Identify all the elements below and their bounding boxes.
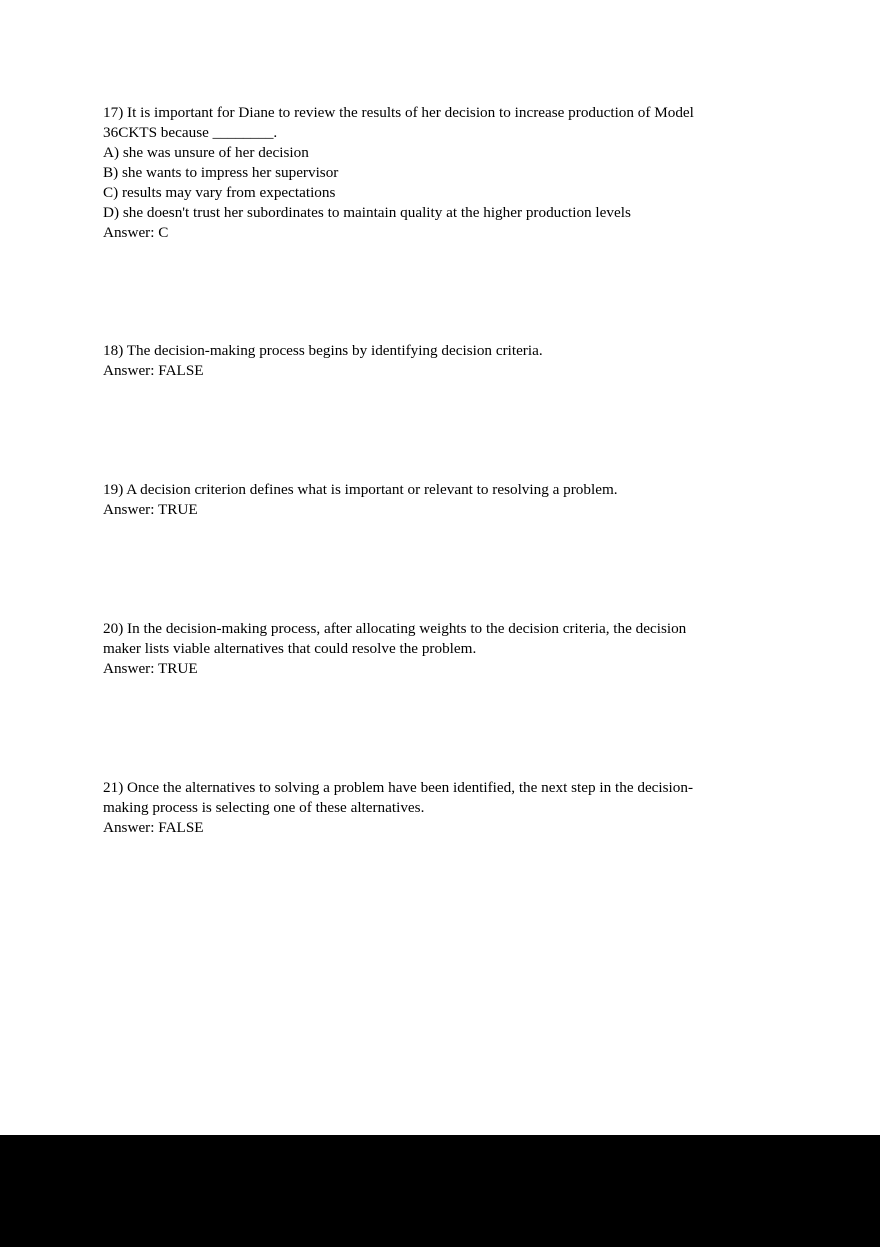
- question-stem-line: maker lists viable alternatives that could resolve the problem.: [103, 640, 477, 657]
- question-block-19: [103, 480, 793, 520]
- question-block-17: [103, 103, 793, 243]
- question-option: C) results may vary from expectations: [103, 184, 336, 201]
- block-spacer: [103, 520, 793, 619]
- question-stem-line: 20) In the decision-making process, after allocating weights to the decision criteria, the decision: [103, 620, 687, 637]
- question-block-20: [103, 619, 793, 679]
- question-answer: Answer: TRUE: [103, 660, 198, 677]
- question-stem-line: 21) Once the alternatives to solving a problem have been identified, the next step in the decision-: [103, 779, 694, 796]
- question-option: B) she wants to impress her supervisor: [103, 164, 339, 181]
- question-answer: Answer: FALSE: [103, 819, 204, 836]
- question-stem-line: 17) It is important for Diane to review the results of her decision to increase production of Model: [103, 104, 694, 121]
- question-stem-line: making process is selecting one of these alternatives.: [103, 799, 425, 816]
- question-answer: Answer: TRUE: [103, 501, 198, 518]
- block-spacer: [103, 679, 793, 778]
- question-stem-line: 36CKTS because ________.: [103, 124, 278, 141]
- question-answer: Answer: C: [103, 224, 169, 241]
- question-answer: Answer: FALSE: [103, 362, 204, 379]
- question-option: A) she was unsure of her decision: [103, 144, 309, 161]
- question-block-18: [103, 341, 793, 381]
- question-stem-line: 18) The decision-making process begins by identifying decision criteria.: [103, 342, 543, 359]
- question-block-21: [103, 778, 793, 838]
- question-stem-line: 19) A decision criterion defines what is important or relevant to resolving a problem.: [103, 481, 618, 498]
- question-option: D) she doesn't trust her subordinates to maintain quality at the higher production levels: [103, 204, 631, 221]
- footer-band: [0, 1135, 880, 1247]
- document-content: [103, 103, 793, 838]
- block-spacer: [103, 381, 793, 480]
- block-spacer: [103, 243, 793, 341]
